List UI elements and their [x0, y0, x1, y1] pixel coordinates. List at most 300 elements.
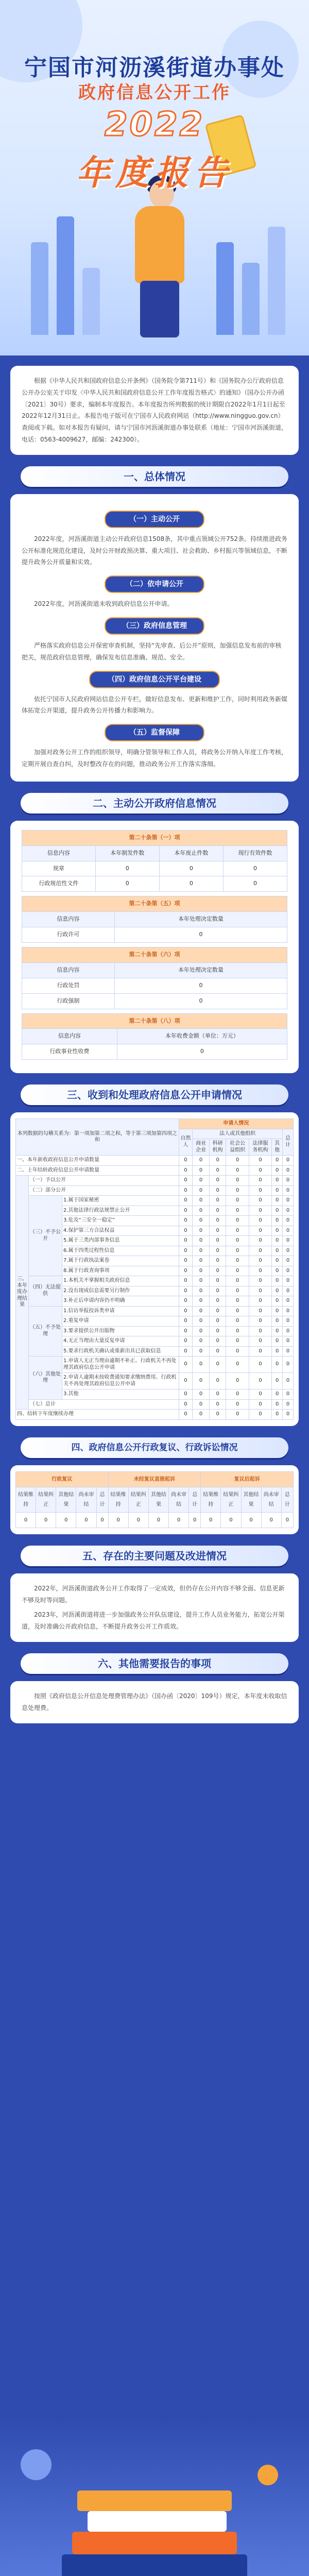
col-header: 本年制发件数: [95, 845, 159, 861]
sub-group-label: （五）不予处理: [29, 1306, 62, 1357]
cell: 0: [249, 1236, 271, 1246]
decor-bar: [82, 268, 100, 335]
row-label: 4.保护第三方合法权益: [62, 1226, 179, 1236]
cell: 0: [179, 1196, 193, 1206]
cell: 0: [272, 1165, 283, 1176]
cell: 0: [209, 1296, 226, 1307]
cell: 0: [249, 1357, 271, 1373]
cell: 0: [179, 1326, 193, 1336]
cell: 0: [179, 1306, 193, 1316]
cell: 0: [193, 1326, 210, 1336]
applicant-header: 申请人情况: [179, 1119, 293, 1129]
person-body: [135, 206, 184, 283]
cell: 0: [226, 1326, 249, 1336]
book-icon: [77, 2490, 232, 2511]
other-matters-text: 按照《政府信息公开信息处理费管理办法》（国办函〔2020〕109号）规定，本年度未收取信息处理费。: [22, 1692, 287, 1711]
cell: 0: [209, 1346, 226, 1357]
row-label: 二、上年结转政府信息公开申请数量: [16, 1165, 179, 1176]
row-label: 5.属于三类内部事务信息: [62, 1236, 179, 1246]
col-header: 本年处理决定数量: [114, 962, 287, 978]
problems-text: 2022年，河沥溪街道政务公开工作取得了一定成效，但仍存在公开内容不够全面、信息更新不够及时等问题。: [22, 1584, 285, 1604]
col-header: 信息内容: [22, 962, 115, 978]
cell: 0: [272, 1296, 283, 1307]
row-label: 3.其他: [62, 1389, 179, 1400]
table-head: 第二十条第（五）项: [22, 896, 287, 912]
table-row: [16, 1165, 294, 1176]
cell: 0: [209, 1316, 226, 1327]
section-2-panel: [10, 821, 299, 1073]
request-disclosure-text: 2022年度，河沥溪街道未收到政府信息公开申请。: [34, 600, 174, 608]
cell: 0: [283, 1389, 294, 1400]
legal-person-header: 法人或其他组织: [193, 1129, 283, 1139]
cell: 0: [283, 1316, 294, 1327]
cell: 行政许可: [22, 927, 115, 943]
cell: 0: [226, 1206, 249, 1216]
decor-bar: [57, 216, 74, 335]
cell: 0: [249, 1410, 271, 1420]
col-header: 其他结果: [56, 1487, 76, 1512]
footer-illustration: [0, 2418, 309, 2576]
cell: 0: [226, 1196, 249, 1206]
cell: 0: [209, 1216, 226, 1226]
col-header: 其他结果: [241, 1487, 261, 1512]
cell: 0: [283, 1410, 294, 1420]
table-row: [16, 1176, 294, 1186]
section-2-banner: 二、主动公开政府信息情况: [21, 793, 288, 814]
cell: 0: [209, 1206, 226, 1216]
cell: 0: [249, 1296, 271, 1307]
cell: 0: [281, 1512, 293, 1528]
decor-bar: [216, 242, 234, 335]
cell: 0: [179, 1373, 193, 1389]
cell: 0: [249, 1156, 271, 1166]
application-table: [15, 1118, 294, 1420]
row-label: 3.危及“三安全一稳定”: [62, 1216, 179, 1226]
cell: 0: [209, 1389, 226, 1400]
cell: 0: [249, 1206, 271, 1216]
cell: 0: [272, 1185, 283, 1196]
review-table: [15, 1471, 294, 1528]
person-legs: [140, 281, 179, 337]
cell: 0: [249, 1373, 271, 1389]
cell: 0: [226, 1316, 249, 1327]
cell: 0: [283, 1256, 294, 1266]
table-note: 本列数据的勾稽关系为：第一项加第二项之和，等于第三项加第四项之和: [16, 1119, 179, 1156]
col-header: 结果纠正: [221, 1487, 241, 1512]
col-header: 信息内容: [22, 912, 115, 927]
cell: 0: [114, 978, 287, 993]
cell: 0: [209, 1326, 226, 1336]
cell: 0: [226, 1286, 249, 1296]
row-label: 5.要求行政机关确认或重新出具已获取信息: [62, 1346, 179, 1357]
decor-bar: [31, 242, 48, 335]
section-3-panel: [10, 1112, 299, 1426]
cell: 0: [193, 1216, 210, 1226]
cell: 0: [226, 1399, 249, 1410]
cell: 0: [283, 1206, 294, 1216]
row-label: 8.属于行政查询事项: [62, 1266, 179, 1276]
cell: 0: [249, 1246, 271, 1256]
col-header: 总计: [189, 1487, 201, 1512]
cell: 0: [209, 1399, 226, 1410]
section-3-banner: 三、收到和处理政府信息公开申请情况: [21, 1084, 288, 1105]
cell: 0: [249, 1256, 271, 1266]
table-row: [16, 1306, 294, 1316]
cell: 0: [241, 1512, 261, 1528]
cell: 0: [283, 1236, 294, 1246]
cell: 0: [114, 927, 287, 943]
decor-circle: [258, 2465, 278, 2485]
table-row: [22, 993, 287, 1009]
cell: 0: [249, 1306, 271, 1316]
table-row: [22, 1044, 287, 1060]
cell: 0: [16, 1512, 36, 1528]
col-header: 信息内容: [22, 845, 96, 861]
row-label: 4.无正当理由大量反复申请: [62, 1336, 179, 1347]
cell: 0: [193, 1196, 210, 1206]
cell: 0: [209, 1306, 226, 1316]
cell: 0: [283, 1399, 294, 1410]
cell: 0: [209, 1196, 226, 1206]
cell: 0: [96, 1512, 108, 1528]
cell: 0: [249, 1226, 271, 1236]
cell: 0: [283, 1306, 294, 1316]
cell: 0: [249, 1176, 271, 1186]
cell: 0: [193, 1165, 210, 1176]
section-4-panel: [10, 1465, 299, 1534]
management-text: 严格落实政府信息公开保密审查机制，坚持“先审查、后公开”原则，加强信息发布前的审核把关，规范政府信息管理，确保发布信息准确、规范、安全。: [22, 641, 282, 661]
col-header: 社会公益组织: [226, 1139, 249, 1156]
col-header: 其他结果: [148, 1487, 168, 1512]
cell: 0: [272, 1246, 283, 1256]
cell: 0: [201, 1512, 221, 1528]
cell: 0: [56, 1512, 76, 1528]
cell: 行政强制: [22, 993, 115, 1009]
cell: 0: [226, 1276, 249, 1286]
section-1-panel: [10, 494, 299, 782]
cell: 0: [209, 1236, 226, 1246]
cell: 0: [272, 1196, 283, 1206]
table-row: [16, 1399, 294, 1410]
cell: 0: [108, 1512, 128, 1528]
cell: 0: [272, 1226, 283, 1236]
cell: 0: [283, 1373, 294, 1389]
cell: 0: [272, 1410, 283, 1420]
row-label: 1.申请人无正当理由逾期不补正、行政机关不再处理其政府信息公开申请: [62, 1357, 179, 1373]
sub-heading-supervision: （五）监督保障: [105, 724, 204, 741]
cell: 行政处罚: [22, 978, 115, 993]
cell: 0: [193, 1336, 210, 1347]
cell: 0: [249, 1216, 271, 1226]
col-header: 结果维持: [201, 1487, 221, 1512]
natural-person-header: 自然人: [179, 1129, 193, 1156]
cell: 0: [272, 1316, 283, 1327]
cell: 0: [193, 1226, 210, 1236]
cell: 0: [159, 861, 223, 876]
cell: 0: [209, 1373, 226, 1389]
cell: 0: [272, 1156, 283, 1166]
cell: 0: [283, 1357, 294, 1373]
cell: 0: [159, 876, 223, 892]
table-head: 第二十条第（六）项: [22, 947, 287, 962]
cell: 0: [283, 1276, 294, 1286]
cell: 0: [76, 1512, 96, 1528]
cell: 0: [249, 1346, 271, 1357]
cell: 0: [226, 1357, 249, 1373]
cell: 0: [179, 1286, 193, 1296]
intro-text: 根据《中华人民共和国政府信息公开条例》（国务院令第711号）和《国务院办公厅政府信息公开办公室关于印发〈中华人民共和国政府信息公开工作年度报告格式〉的通知》（国办公开办函〔2021〕30号）要求，编制本年度报告。本年度报告所列数据的统计期限自2022年1月1日起至2022年12月31日止。本报告电子版可在宁国市人民政府网站（http://www.ningguo.gov.cn）查阅或下载。如对本报告有疑问，请与宁国市河沥溪街道办事处联系（地址：宁国市河沥溪街道，电话：0563-4009627，邮编：242300）。: [22, 377, 288, 443]
cell: 0: [209, 1276, 226, 1286]
cell: 0: [209, 1176, 226, 1186]
page-title: 宁国市河沥溪街道办事处: [24, 55, 285, 81]
cell: 0: [209, 1266, 226, 1276]
cell: 0: [114, 993, 287, 1009]
cell: 0: [209, 1357, 226, 1373]
cell: 0: [193, 1286, 210, 1296]
cell: 0: [283, 1296, 294, 1307]
cell: 0: [209, 1246, 226, 1256]
cell: 0: [179, 1276, 193, 1286]
table-row: [16, 1185, 294, 1196]
col-header: 现行有效件数: [223, 845, 287, 861]
col-header: 信息内容: [22, 1029, 117, 1044]
cell: 0: [283, 1346, 294, 1357]
table-row: [22, 876, 287, 892]
cell: 0: [283, 1266, 294, 1276]
cell: 0: [209, 1336, 226, 1347]
cell: 0: [226, 1410, 249, 1420]
table-row: [16, 1410, 294, 1420]
cell: 0: [226, 1296, 249, 1307]
cell: 0: [179, 1346, 193, 1357]
table-row: [16, 1357, 294, 1373]
cell: 0: [179, 1399, 193, 1410]
report-year: 2022: [104, 106, 205, 144]
review-header: 行政复议: [16, 1471, 109, 1487]
cell: 0: [221, 1512, 241, 1528]
cell: 0: [193, 1389, 210, 1400]
cell: 0: [193, 1246, 210, 1256]
cell: 0: [249, 1196, 271, 1206]
cell: 行政规范性文件: [22, 876, 96, 892]
section-6-banner: 六、其他需要报告的事项: [21, 1653, 288, 1674]
cell: 0: [249, 1286, 271, 1296]
row-label: 6.属于四类过程性信息: [62, 1246, 179, 1256]
row-label: 2.没有现成信息需要另行制作: [62, 1286, 179, 1296]
cell: 0: [226, 1156, 249, 1166]
sub-heading-platform: （四）政府信息公开平台建设: [89, 671, 220, 688]
row-label: 1.本机关不掌握相关政府信息: [62, 1276, 179, 1286]
cell: 0: [226, 1226, 249, 1236]
col-header: 尚未审结: [169, 1487, 189, 1512]
page-subtitle: 政府信息公开工作: [78, 82, 231, 103]
cell: 0: [193, 1306, 210, 1316]
cell: 0: [283, 1216, 294, 1226]
cell: 0: [193, 1256, 210, 1266]
sub-heading-active: （一）主动公开: [105, 511, 204, 528]
cell: 0: [226, 1389, 249, 1400]
cell: 0: [226, 1266, 249, 1276]
lit2-header: 复议后起诉: [201, 1471, 294, 1487]
hero-banner: [0, 0, 309, 355]
cell: 0: [179, 1296, 193, 1307]
cell: 0: [261, 1512, 281, 1528]
row-label: 1.属于国家秘密: [62, 1196, 179, 1206]
cell: 0: [226, 1256, 249, 1266]
cell: 0: [223, 876, 287, 892]
table-row: [22, 978, 287, 993]
row-label: 2.其他法律行政法规禁止公开: [62, 1206, 179, 1216]
cell: 0: [283, 1165, 294, 1176]
section-4-banner: 四、政府信息公开行政复议、行政诉讼情况: [21, 1437, 288, 1458]
cell: 0: [179, 1236, 193, 1246]
row-label: 3.要求提供公开出版物: [62, 1326, 179, 1336]
cell: 0: [283, 1326, 294, 1336]
decor-circle: [21, 2449, 52, 2480]
table-head: 第二十条第（一）项: [22, 830, 287, 845]
cell: 0: [193, 1357, 210, 1373]
cell: 0: [272, 1346, 283, 1357]
sub-group-label: （六）其他处理: [29, 1357, 62, 1400]
row-label: 一、本年新收政府信息公开申请数量: [16, 1156, 179, 1166]
col-header: 尚未审结: [76, 1487, 96, 1512]
cell: 0: [272, 1373, 283, 1389]
cell: 0: [209, 1185, 226, 1196]
decor-bar: [242, 263, 260, 335]
table-head: 第二十条第（八）项: [22, 1013, 287, 1029]
cell: 0: [193, 1296, 210, 1307]
cell: 0: [272, 1216, 283, 1226]
cell: 0: [226, 1336, 249, 1347]
cell: 0: [193, 1266, 210, 1276]
col-header: 尚未审结: [261, 1487, 281, 1512]
row-label: 7.属于行政执法案卷: [62, 1256, 179, 1266]
col-header: 总计: [96, 1487, 108, 1512]
cell: 0: [226, 1236, 249, 1246]
row-label: （二）部分公开: [29, 1185, 179, 1196]
row-label: （七）总计: [29, 1399, 179, 1410]
cell: 0: [95, 876, 159, 892]
table-row: [22, 861, 287, 876]
cell: 0: [179, 1226, 193, 1236]
col-header: 结果维持: [108, 1487, 128, 1512]
cell: 0: [272, 1206, 283, 1216]
col-header: 其他: [272, 1139, 283, 1156]
cell: 0: [226, 1165, 249, 1176]
cell: 0: [223, 861, 287, 876]
cell: 0: [283, 1176, 294, 1186]
col-header: 科研机构: [209, 1139, 226, 1156]
cell: 0: [272, 1286, 283, 1296]
section-1-banner: 一、总体情况: [21, 466, 288, 487]
cell: 0: [36, 1512, 56, 1528]
table-row: [16, 1276, 294, 1286]
cell: 0: [179, 1176, 193, 1186]
cell: 0: [226, 1185, 249, 1196]
cell: 0: [179, 1266, 193, 1276]
table-row: [16, 1156, 294, 1166]
cell: 0: [249, 1165, 271, 1176]
cell: 0: [272, 1176, 283, 1186]
cell: 0: [179, 1336, 193, 1347]
row-label: 3.补正后申请内容仍不明确: [62, 1296, 179, 1307]
table-row: [16, 1196, 294, 1206]
section-6-panel: [10, 1681, 299, 1723]
cell: 0: [249, 1266, 271, 1276]
cell: 0: [179, 1410, 193, 1420]
cell: 0: [226, 1246, 249, 1256]
cell: 0: [179, 1357, 193, 1373]
col-header: 结果维持: [16, 1487, 36, 1512]
cell: 0: [249, 1399, 271, 1410]
row-label: （一）予以公开: [29, 1176, 179, 1186]
section-5-banner: 五、存在的主要问题及改进情况: [21, 1546, 288, 1566]
cell: 0: [249, 1276, 271, 1286]
cell: 0: [272, 1326, 283, 1336]
table-article20-1: [22, 830, 287, 892]
cell: 0: [193, 1399, 210, 1410]
cell: 规章: [22, 861, 96, 876]
sub-group-label: （三）不予公开: [29, 1196, 62, 1276]
cell: 0: [283, 1336, 294, 1347]
cell: 0: [272, 1256, 283, 1266]
col-header: 本年废止件数: [159, 845, 223, 861]
cell: 0: [179, 1246, 193, 1256]
cell: 0: [209, 1286, 226, 1296]
col-header: 结果纠正: [128, 1487, 148, 1512]
cell: 0: [272, 1306, 283, 1316]
table-row: [16, 1512, 294, 1528]
cell: 0: [283, 1286, 294, 1296]
cell: 0: [193, 1156, 210, 1166]
cell: 0: [179, 1389, 193, 1400]
row-label: 四、结转下年度继续办理: [16, 1410, 179, 1420]
cell: 0: [117, 1044, 287, 1060]
col-header: 商业企业: [193, 1139, 210, 1156]
cell: 0: [226, 1346, 249, 1357]
cell: 0: [193, 1346, 210, 1357]
cell: 0: [272, 1389, 283, 1400]
cell: 0: [193, 1185, 210, 1196]
cell: 0: [193, 1236, 210, 1246]
cell: 0: [128, 1512, 148, 1528]
platform-text: 依托宁国市人民政府网站信息公开专栏，做好信息发布、更新和维护工作，同时利用政务新媒体拓宽公开渠道，提升政务公开传播力和影响力。: [22, 695, 288, 715]
cell: 0: [272, 1236, 283, 1246]
cell: 0: [179, 1165, 193, 1176]
cell: 0: [283, 1156, 294, 1166]
cell: 0: [193, 1176, 210, 1186]
book-icon: [72, 2532, 237, 2554]
row-label: 2.申请人逾期未按收费通知要求缴纳费用、行政机关不再处理其政府信息公开申请: [62, 1373, 179, 1389]
cell: 0: [226, 1306, 249, 1316]
cell: 0: [193, 1276, 210, 1286]
cell: 0: [272, 1266, 283, 1276]
cell: 0: [226, 1216, 249, 1226]
cell: 0: [249, 1326, 271, 1336]
cell: 0: [209, 1226, 226, 1236]
cell: 0: [193, 1206, 210, 1216]
sub-heading-management: （三）政府信息管理: [105, 617, 204, 635]
cell: 0: [95, 861, 159, 876]
table-article20-6: [22, 947, 287, 1009]
improvement-text: 2023年，河沥溪街道将进一步加强政务公开队伍建设，提升工作人员业务能力，拓宽公开渠道，及时准确公开政府信息，不断提升政务公开工作质效。: [22, 1611, 285, 1631]
cell: 0: [193, 1410, 210, 1420]
cell: 0: [179, 1316, 193, 1327]
cell: 0: [209, 1256, 226, 1266]
lit1-header: 未经复议直接起诉: [108, 1471, 201, 1487]
cell: 0: [193, 1373, 210, 1389]
cell: 0: [283, 1196, 294, 1206]
